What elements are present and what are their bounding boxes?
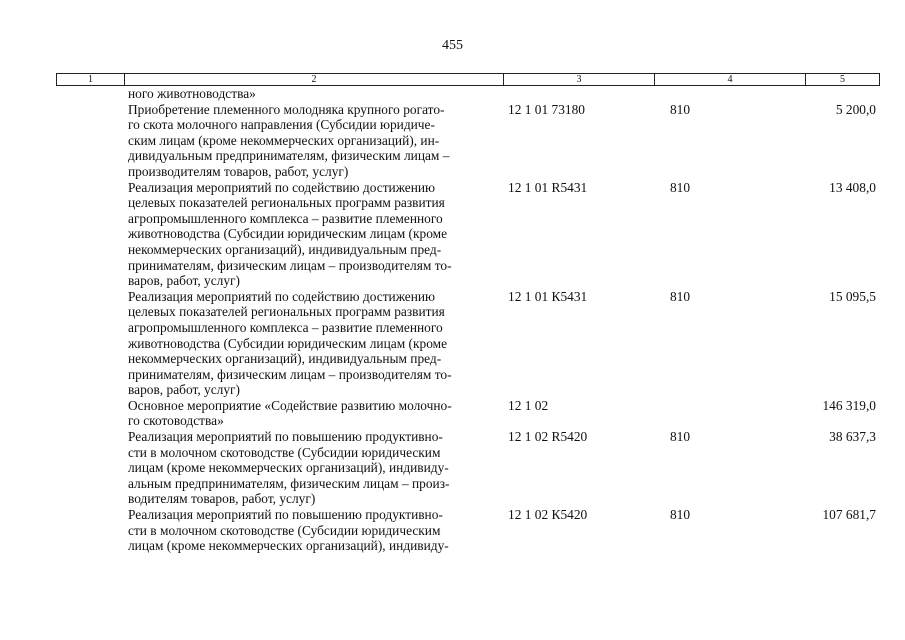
- description-cell: [128, 180, 498, 289]
- description-cell: [128, 398, 498, 429]
- description-line: водителям товаров, работ, услуг): [128, 491, 316, 507]
- code-cell: 12 1 02 R5420: [508, 429, 588, 445]
- description-line: лицам (кроме некоммерческих организаций), индивиду-: [128, 538, 449, 554]
- code-cell: 12 1 01 К5431: [508, 288, 588, 304]
- code-cell: 12 1 02: [508, 397, 549, 413]
- description-line: некоммерческих организаций), индивидуальным пред-: [128, 241, 442, 257]
- table-row: [0, 398, 905, 429]
- description-line: го скота молочного направления (Субсидии юридиче-: [128, 117, 435, 133]
- description-line: некоммерческих организаций), индивидуальным пред-: [128, 351, 442, 367]
- table-body: [0, 86, 905, 554]
- page-number: 455: [442, 38, 463, 53]
- description-line: дивидуальным предпринимателям, физическим лицам –: [128, 148, 450, 164]
- description-line: Основное мероприятие «Содействие развитию молочно-: [128, 397, 452, 413]
- table-row: [0, 429, 905, 507]
- header-col-2: 2: [125, 74, 504, 85]
- amount-cell: 13 408,0: [829, 179, 876, 195]
- description-cell: [128, 102, 498, 180]
- code-cell: 12 1 02 К5420: [508, 507, 588, 523]
- description-line: Реализация мероприятий по повышению продуктивно-: [128, 429, 443, 445]
- description-line: животноводства (Субсидии юридическим лицам (кроме: [128, 226, 448, 242]
- description-line: целевых показателей региональных программ развития: [128, 304, 445, 320]
- description-cell: [128, 429, 498, 507]
- header-col-3: 3: [504, 74, 655, 85]
- description-line: производителям товаров, работ, услуг): [128, 163, 349, 179]
- expense-type-cell: 810: [669, 429, 691, 445]
- table-row: [0, 102, 905, 180]
- description-line: Реализация мероприятий по повышению продуктивно-: [128, 507, 443, 523]
- continuation-row: [0, 86, 905, 102]
- description-line: сти в молочном скотоводстве (Субсидии юридическим: [128, 444, 441, 460]
- code-cell: 12 1 01 73180: [508, 101, 585, 117]
- header-col-5: 5: [840, 74, 845, 85]
- header-col-4: 4: [655, 74, 806, 85]
- description-line: варов, работ, услуг): [128, 382, 240, 398]
- description-line: животноводства (Субсидии юридическим лицам (кроме: [128, 335, 448, 351]
- description-line: альным предпринимателям, физическим лицам – произ-: [128, 475, 450, 491]
- description-line: Приобретение племенного молодняка крупного рогато-: [128, 101, 445, 117]
- expense-type-cell: 810: [669, 288, 691, 304]
- description-line: варов, работ, услуг): [128, 273, 240, 289]
- amount-cell: 146 319,0: [822, 397, 876, 413]
- description-line: агропромышленного комплекса – развитие племенного: [128, 210, 443, 226]
- table-row: [0, 180, 905, 289]
- code-cell: 12 1 01 R5431: [508, 179, 588, 195]
- header-col-1: 1: [57, 74, 125, 85]
- description-line: лицам (кроме некоммерческих организаций), индивиду-: [128, 460, 449, 476]
- table-row: [0, 507, 905, 554]
- expense-type-cell: 810: [669, 101, 691, 117]
- description-cell: [128, 507, 498, 554]
- description-line: ским лицам (кроме некоммерческих организаций), ин-: [128, 132, 440, 148]
- description-line: целевых показателей региональных программ развития: [128, 195, 445, 211]
- table-row: [0, 289, 905, 398]
- amount-cell: 107 681,7: [822, 507, 876, 523]
- description-line: Реализация мероприятий по содействию достижению: [128, 288, 436, 304]
- description-line: го скотоводства»: [128, 413, 224, 429]
- table-header: [56, 73, 880, 86]
- description-line: Реализация мероприятий по содействию достижению: [128, 179, 436, 195]
- description-line: принимателям, физическим лицам – производителям то-: [128, 366, 452, 382]
- expense-type-cell: 810: [669, 179, 691, 195]
- amount-cell: 5 200,0: [835, 101, 876, 117]
- description-line: сти в молочном скотоводстве (Субсидии юридическим: [128, 522, 441, 538]
- amount-cell: 38 637,3: [829, 429, 876, 445]
- description-cell: [128, 86, 498, 102]
- description-line: ного животноводства»: [128, 86, 256, 101]
- expense-type-cell: 810: [669, 507, 691, 523]
- description-cell: [128, 289, 498, 398]
- description-line: принимателям, физическим лицам – производителям то-: [128, 257, 452, 273]
- description-line: агропромышленного комплекса – развитие племенного: [128, 319, 443, 335]
- amount-cell: 15 095,5: [829, 288, 876, 304]
